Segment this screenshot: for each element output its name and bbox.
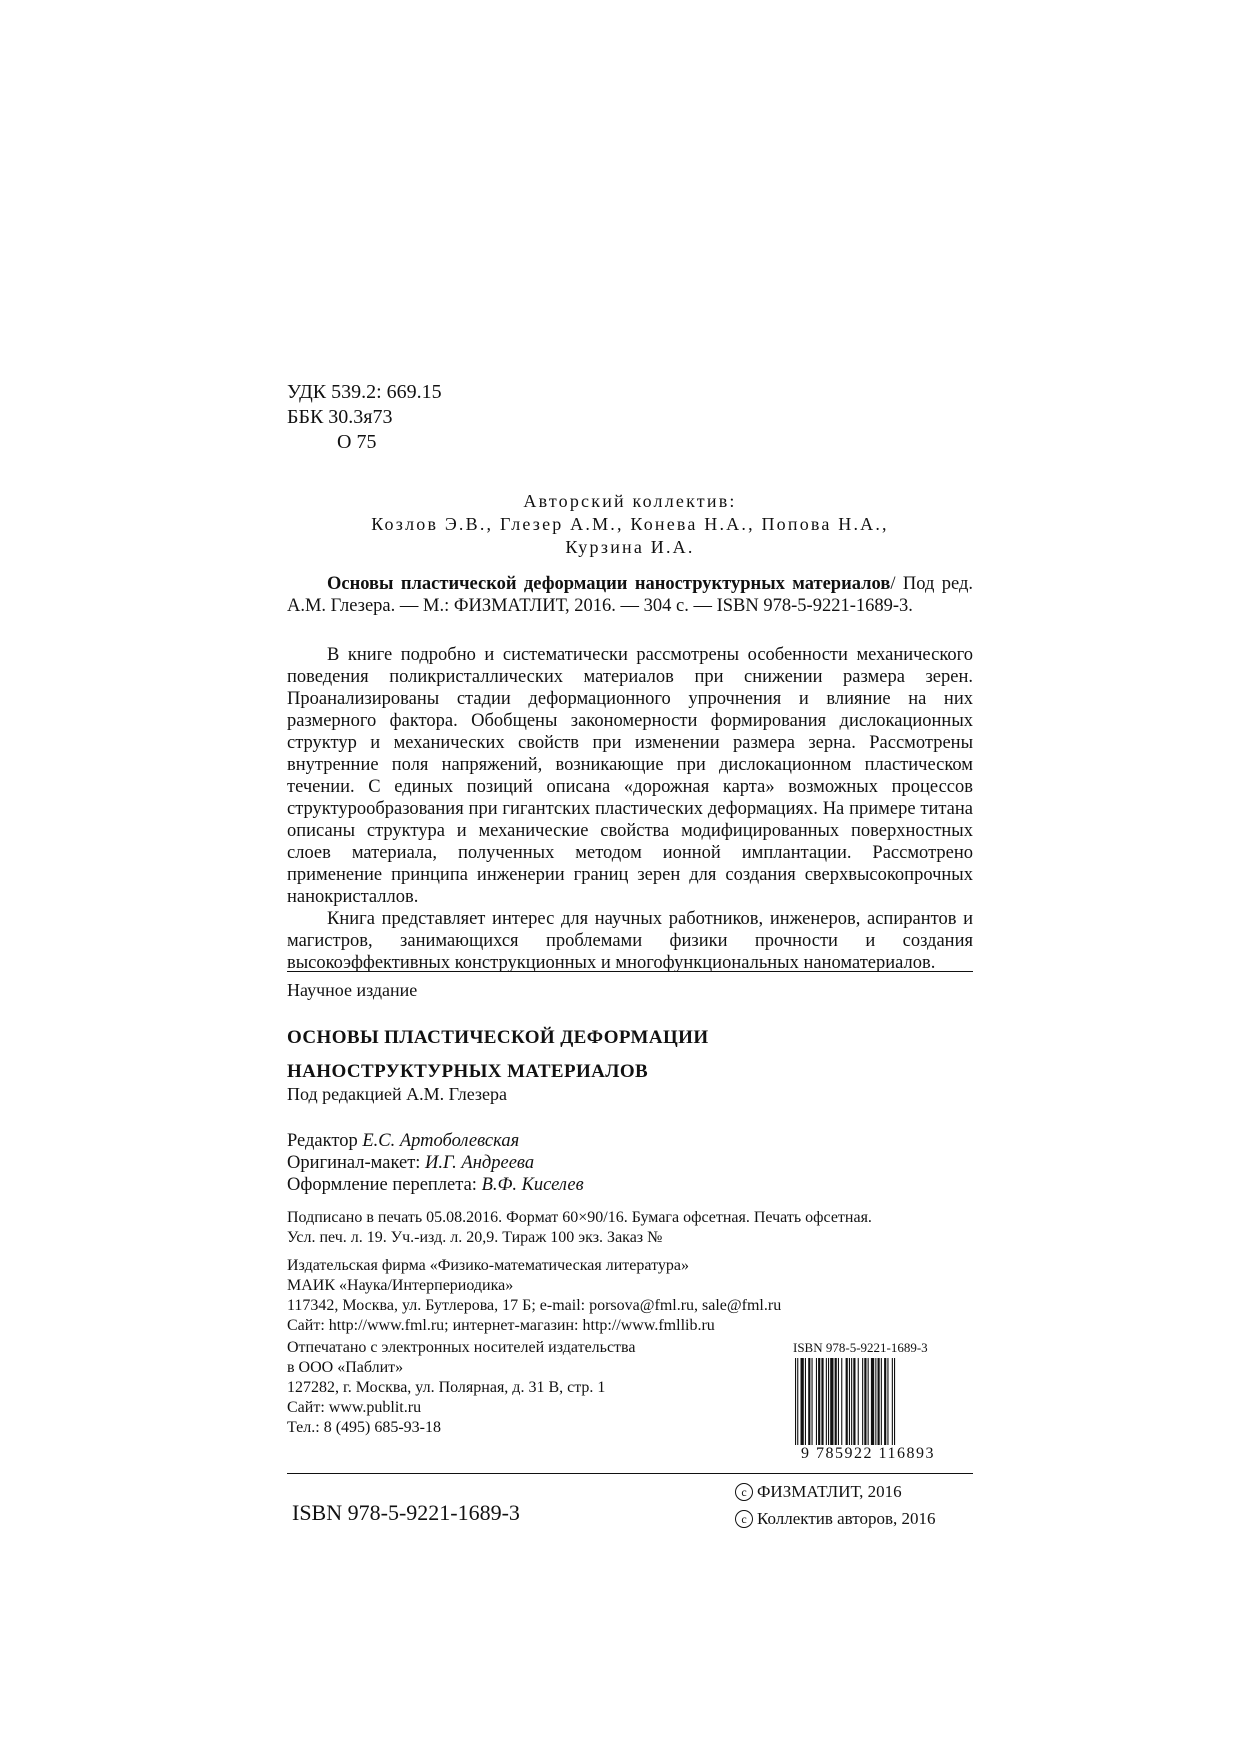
barcode-bar: [858, 1358, 859, 1446]
copyright-line: [735, 1509, 936, 1529]
barcode-bar: [875, 1358, 876, 1446]
barcode-bar: [892, 1358, 893, 1446]
barcode-bar: [841, 1358, 842, 1446]
barcode-bar: [826, 1358, 827, 1446]
printer-line: в ООО «Паблит»: [287, 1359, 404, 1376]
barcode-bar: [853, 1358, 855, 1446]
abstract-paragraph: В книге подробно и систематически рассмотрены особенности механического поведения поликристаллических материалов при снижении размера зерен. Проанализированы стадии деформационного упрочнения и влияние на них размерного фактора. Обобщены закономерности формирования дислокационных структур и механических свойств при изменении размера зерна. Рассмотрены внутренние поля напряжений, возникающие при дислокационном пластическом течении. С единых позиций описана «дорожная карта» возможных процессов структурообразования при гигантских пластических деформациях. На примере титана описаны структура и механические свойства модифицированных поверхностных слоев материала, полученных методом ионной имплантации. Рассмотрено применение принципа инженерии границ зерен для создания сверхвысокопрочных нанокристаллов.: [287, 645, 973, 907]
barcode-bar: [816, 1358, 817, 1446]
isbn-barcode: [793, 1358, 943, 1448]
divider: [287, 971, 973, 972]
barcode-bar: [821, 1358, 823, 1446]
author-sign: О 75: [337, 431, 377, 453]
barcode-bar: [881, 1358, 882, 1446]
barcode-bar: [862, 1358, 863, 1446]
firm-line: 117342, Москва, ул. Бутлерова, 17 Б; e-mail: porsova@fml.ru, sale@fml.ru: [287, 1297, 782, 1314]
printer-info: [287, 1338, 636, 1438]
barcode-bar: [894, 1358, 895, 1446]
barcode-bar: [878, 1358, 880, 1446]
publishing-info: [287, 1208, 872, 1248]
barcode-bar: [795, 1358, 796, 1446]
barcode-bar: [812, 1358, 813, 1446]
copyright-authors: Коллектив авторов, 2016: [757, 1509, 936, 1528]
barcode-bar: [801, 1358, 804, 1446]
authors-header: Авторский коллектив:: [523, 491, 737, 511]
barcode-isbn-label: ISBN 978-5-9221-1689-3: [793, 1340, 928, 1355]
editor-row: [287, 1130, 584, 1152]
barcode-bar: [884, 1358, 886, 1446]
biblio-details: / Под ред. А.М. Глезера. — М.: ФИЗМАТЛИТ, 2016. — 304 с. — ISBN 978-5-9221-1689-3.: [287, 574, 973, 616]
authors-line-2: Курзина И.А.: [565, 537, 695, 557]
isbn-main: ISBN 978-5-9221-1689-3: [292, 1500, 520, 1525]
printer-line: Отпечатано с электронных носителей издательства: [287, 1339, 636, 1356]
barcode-bar: [818, 1358, 820, 1446]
book-title: [287, 1021, 709, 1089]
editor-name: Е.С. Артоболевская: [362, 1131, 520, 1151]
editor-name: И.Г. Андреева: [425, 1153, 535, 1173]
barcode-bar: [887, 1358, 888, 1446]
abstract: [287, 644, 973, 974]
barcode-bar: [851, 1358, 852, 1446]
editors-list: [287, 1130, 584, 1196]
publishing-line: Усл. печ. л. 19. Уч.-изд. л. 20,9. Тираж 100 экз. Заказ №: [287, 1229, 663, 1246]
authors-line-1: Козлов Э.В., Глезер А.М., Конева Н.А., Попова Н.А.,: [371, 514, 889, 534]
barcode-bar: [830, 1358, 833, 1446]
biblio-title: Основы пластической деформации наноструктурных материалов: [327, 574, 891, 594]
editor-row: [287, 1152, 584, 1174]
book-title-line-2: НАНОСТРУКТУРНЫХ МАТЕРИАЛОВ: [287, 1061, 649, 1082]
barcode-bar: [828, 1358, 829, 1446]
barcode-bar: [835, 1358, 837, 1446]
barcode-bar: [864, 1358, 866, 1446]
classification-codes: [287, 380, 442, 455]
barcode-bar: [838, 1358, 839, 1446]
edition-type: Научное издание: [287, 980, 418, 1000]
barcode-bar: [846, 1358, 848, 1446]
firm-line: Издательская фирма «Физико-математическая литература»: [287, 1257, 689, 1274]
authors-block: [287, 490, 973, 559]
book-title-line-1: ОСНОВЫ ПЛАСТИЧЕСКОЙ ДЕФОРМАЦИИ: [287, 1027, 709, 1048]
editor-name: В.Ф. Киселев: [481, 1175, 584, 1195]
printer-line: 127282, г. Москва, ул. Полярная, д. 31 В, стр. 1: [287, 1379, 606, 1396]
printer-line: Сайт: www.publit.ru: [287, 1399, 422, 1416]
barcode-bar: [805, 1358, 806, 1446]
abstract-paragraph: Книга представляет интерес для научных работников, инженеров, аспирантов и магистров, занимающихся проблемами физики прочности и создания высокоэффективных конструкционных и многофункциональных наноматериалов.: [287, 909, 973, 973]
firm-line: МАИК «Наука/Интерпериодика»: [287, 1277, 514, 1294]
editor-role: Редактор: [287, 1131, 358, 1151]
publishing-line: Подписано в печать 05.08.2016. Формат 60×90/16. Бумага офсетная. Печать офсетная.: [287, 1209, 872, 1226]
editor-row: [287, 1174, 584, 1196]
firm-line: Сайт: http://www.fml.ru; интернет-магазин: http://www.fmllib.ru: [287, 1317, 715, 1334]
copyright-icon: c: [735, 1483, 753, 1501]
printer-line: Тел.: 8 (495) 685-93-18: [287, 1419, 442, 1436]
copyright-icon: c: [735, 1510, 753, 1528]
copyright-line: [735, 1482, 902, 1502]
divider: [287, 1473, 973, 1474]
barcode-bar: [808, 1358, 810, 1446]
barcode-bar: [868, 1358, 869, 1446]
editor-role: Оформление переплета:: [287, 1175, 477, 1195]
barcode-bar: [849, 1358, 850, 1446]
publisher-firm: [287, 1256, 781, 1336]
barcode-number: 9 785922 116893: [786, 1445, 950, 1463]
barcode-bar: [797, 1358, 798, 1446]
bibliographic-record: [287, 573, 973, 617]
bbk-code: ББК 30.3я73: [287, 406, 393, 428]
editor-role: Оригинал-макет:: [287, 1153, 421, 1173]
copyright-publisher: ФИЗМАТЛИТ, 2016: [757, 1482, 902, 1501]
udk-code: УДК 539.2: 669.15: [287, 381, 442, 403]
edited-by: Под редакцией А.М. Глезера: [287, 1084, 508, 1104]
barcode-bar: [871, 1358, 874, 1446]
